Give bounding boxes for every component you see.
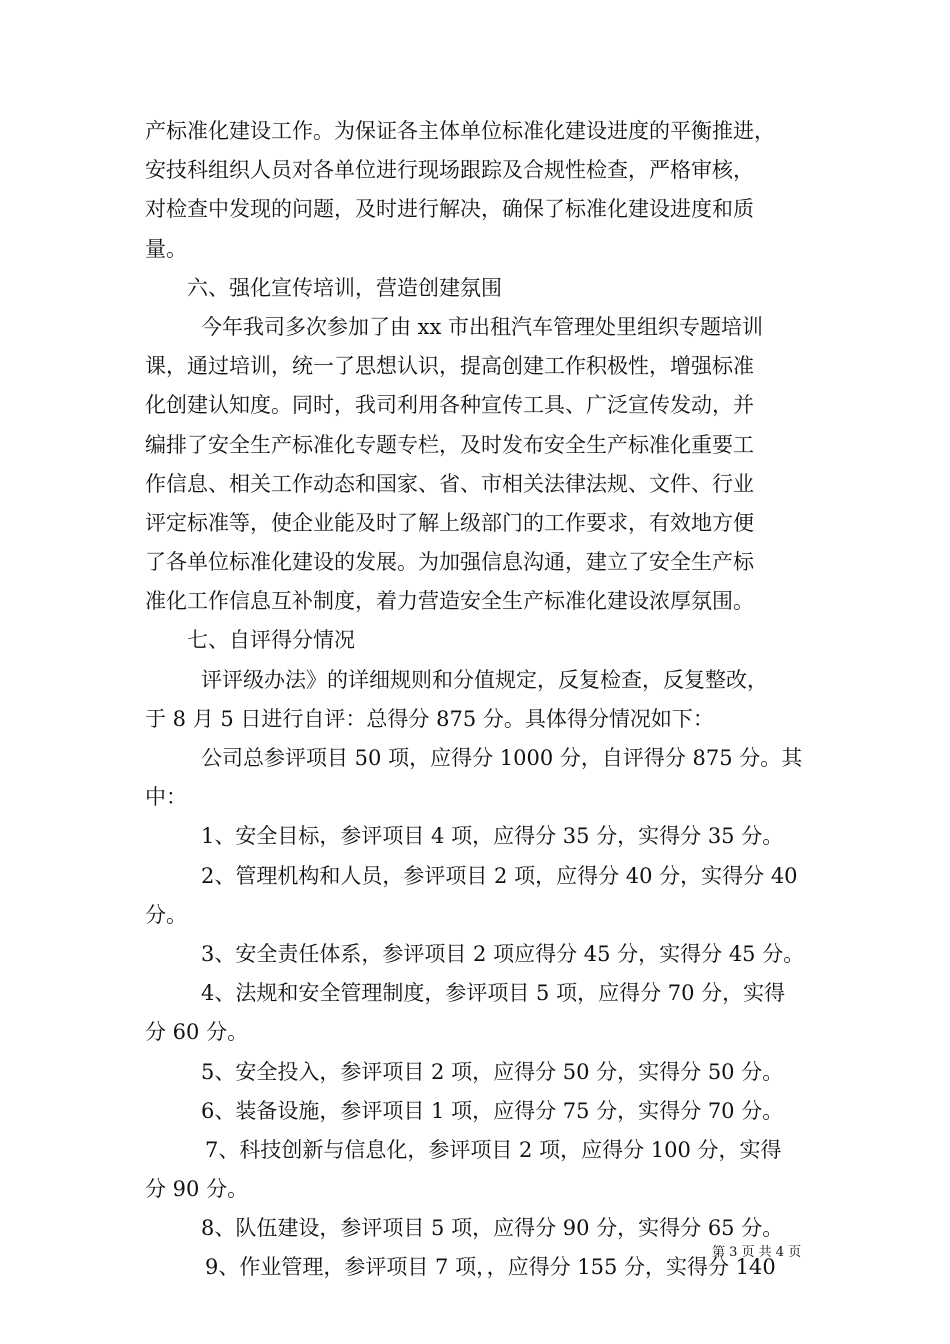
score-item: 5、安全投入，参评项目 2 项，应得分 50 分，实得分 50 分。	[201, 1059, 784, 1084]
text-line: 于 8 月 5 日进行自评：总得分 875 分。具体得分情况如下：	[145, 706, 714, 731]
text-line: 化创建认知度。同时，我司利用各种宣传工具、广泛宣传发动，并	[145, 393, 754, 418]
score-item: 9、作业管理，参评项目 7 项，，应得分 155 分，实得分 140	[205, 1255, 776, 1280]
text-line: 准化工作信息互补制度，着力营造安全生产标准化建设浓厚氛围。	[145, 589, 754, 614]
text-line: 中：	[145, 785, 187, 810]
text-line: 编排了安全生产标准化专题专栏，及时发布安全生产标准化重要工	[145, 432, 754, 457]
section-heading: 七、自评得分情况	[187, 628, 355, 653]
score-item: 4、法规和安全管理制度，参评项目 5 项，应得分 70 分，实得	[201, 981, 786, 1006]
text-line: 产标准化建设工作。为保证各主体单位标准化建设进度的平衡推进，	[145, 119, 775, 143]
text-line: 分 60 分。	[145, 1020, 249, 1045]
text-line: 今年我司多次参加了由 xx 市出租汽车管理处里组织专题培训	[201, 314, 764, 339]
text-line: 作信息、相关工作动态和国家、省、市相关法律法规、文件、行业	[145, 471, 754, 496]
text-line: 评定标准等，使企业能及时了解上级部门的工作要求，有效地方便	[145, 510, 754, 535]
text-line: 评评级办法》的详细规则和分值规定，反复检查，反复整改，	[201, 667, 768, 692]
text-line: 分。	[145, 902, 187, 927]
score-item: 7、科技创新与信息化，参评项目 2 项，应得分 100 分，实得	[205, 1137, 782, 1162]
section-heading: 六、强化宣传培训，营造创建氛围	[187, 275, 502, 300]
text-line: 量。	[145, 236, 187, 261]
score-item: 6、装备设施，参评项目 1 项，应得分 75 分，实得分 70 分。	[201, 1098, 784, 1123]
text-line: 课，通过培训，统一了思想认识，提高创建工作积极性，增强标准	[145, 354, 754, 379]
text-line: 公司总参评项目 50 项，应得分 1000 分，自评得分 875 分。其	[201, 746, 803, 770]
document-body	[145, 112, 810, 1288]
score-item: 1、安全目标，参评项目 4 项，应得分 35 分，实得分 35 分。	[201, 824, 784, 849]
text-line: 了各单位标准化建设的发展。为加强信息沟通，建立了安全生产标	[145, 550, 754, 575]
text-line: 安技科组织人员对各单位进行现场跟踪及合规性检查，严格审核，	[145, 158, 754, 183]
score-item: 8、队伍建设，参评项目 5 项，应得分 90 分，实得分 65 分。	[201, 1216, 784, 1241]
page-number: 第 3 页 共 4 页	[712, 1245, 802, 1260]
score-item: 2、管理机构和人员，参评项目 2 项，应得分 40 分，实得分 40	[201, 863, 798, 888]
text-line: 分 90 分。	[145, 1177, 249, 1202]
score-item: 3、安全责任体系，参评项目 2 项应得分 45 分，实得分 45 分。	[201, 941, 805, 966]
text-line: 对检查中发现的问题，及时进行解决，确保了标准化建设进度和质	[145, 197, 754, 222]
